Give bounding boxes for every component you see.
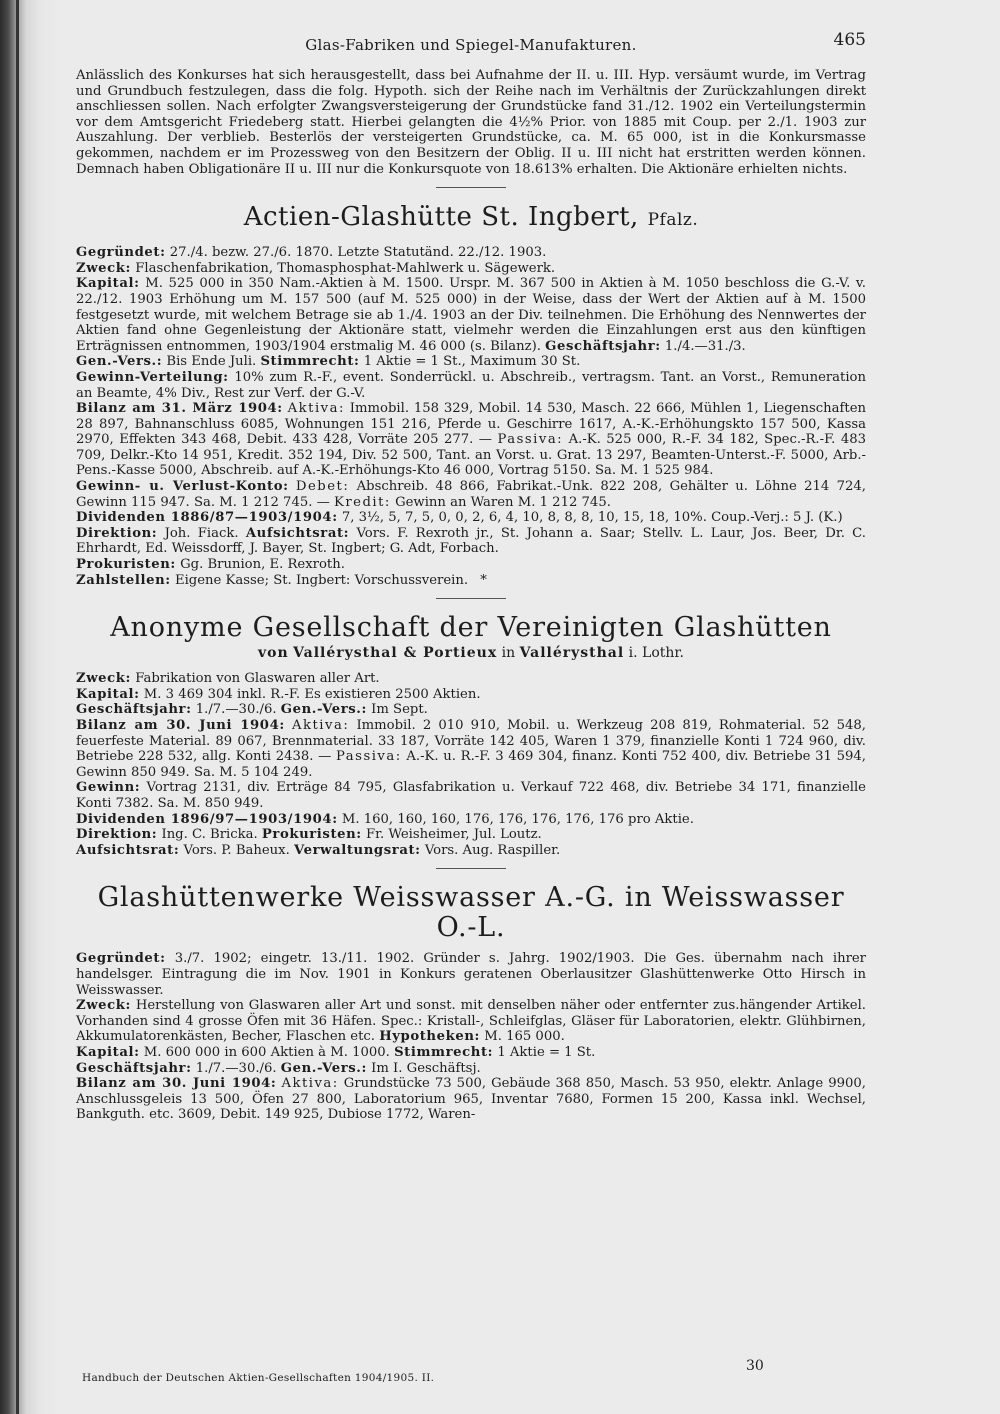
entry-text: Vors. P. Baheux.	[183, 842, 290, 858]
entry-label: Geschäftsjahr:	[76, 702, 192, 718]
entry-dividenden	[76, 812, 866, 828]
sub-region: i. Lothr.	[628, 645, 685, 662]
entry-zahlstellen	[76, 573, 866, 589]
entry-text-2: M. 165 000.	[484, 1029, 565, 1045]
entry-label: Zahlstellen:	[76, 572, 171, 588]
entry-keyword-aktiva: Aktiva:	[287, 401, 345, 417]
company-heading-weisswasser: Glashüttenwerke Weisswasser A.-G. in Weisswasser O.-L.	[97, 882, 845, 944]
entry-label: Gewinn-Verteilung:	[76, 369, 229, 385]
entry-text: Fabrikation von Glaswaren aller Art.	[135, 671, 380, 687]
entry-text: Eigene Kasse; St. Ingbert: Vorschussverein.	[174, 572, 469, 588]
entry-bilanz	[76, 718, 866, 780]
entry-text-2: 1 Aktie = 1 St., Maximum 30 St.	[363, 354, 581, 370]
entry-label: Kapital:	[76, 1044, 140, 1060]
footer-signature: 30	[746, 1358, 764, 1374]
entry-label: Aufsichtsrat:	[76, 842, 180, 858]
entry-label-2: Gen.-Vers.:	[280, 702, 367, 718]
entry-label: Zweck:	[76, 671, 132, 687]
entry-label: Gewinn:	[76, 780, 141, 796]
entry-text: Immobil. 2 010 910, Mobil. u. Werkzeug 208 819, Rohmaterial. 52 548, feuerfeste Material. 89 067, Brennmaterial. 33 187, Vorräte 142 405, Waren 1 379, finanzielle Konti 1 724 960, div. Betriebe 228 532, allg. Konti 2438. —	[76, 718, 866, 765]
entry-text-2: A.-K. u. R.-F. 3 469 304, finanz. Konti 752 400, div. Betriebe 31 594, Gewinn 850 949. Sa. M. 5 104 249.	[76, 749, 866, 780]
entry-label-2: Aufsichtsrat:	[245, 525, 350, 541]
entry-label-2: Stimmrecht:	[260, 354, 360, 370]
company-region: Pfalz.	[647, 210, 699, 231]
entry-keyword-aktiva: Aktiva:	[291, 718, 350, 733]
entry-text-2: 1 Aktie = 1 St.	[497, 1044, 596, 1060]
entry-geschaeftsjahr	[76, 702, 866, 718]
entry-text: Bis Ende Juli.	[166, 354, 257, 370]
entry-aufsichtsrat	[76, 843, 866, 859]
entry-text: 1./7.—30./6.	[195, 702, 277, 718]
entry-keyword-passiva: Passiva:	[497, 432, 564, 448]
entry-gewinn	[76, 780, 866, 811]
entry-label-2: Prokuristen:	[261, 827, 362, 843]
entry-label: Direktion:	[76, 827, 158, 843]
sub-name2: Vallérysthal	[519, 645, 625, 662]
entry-keyword-debet: Debet:	[295, 479, 350, 495]
entry-kapital	[76, 276, 866, 354]
entry-text: 27./4. bezw. 27./6. 1870. Letzte Statutänd. 22./12. 1903.	[169, 245, 547, 261]
entry-text-2: Im I. Geschäftsj.	[371, 1060, 481, 1076]
entry-label: Direktion:	[76, 525, 158, 541]
entry-text: Grundstücke 73 500, Gebäude 368 850, Masch. 53 950, elektr. Anlage 9900, Anschlussgeleis 13 500, Öfen 27 800, Laboratorium 965, Inventar 7680, Formen 15 200, Kassa inkl. Wechsel, Bankguth. etc. 3609, Debit. 149 925, Dubiose 1772, Waren-	[76, 1076, 866, 1123]
entry-text-2: 1./4.—31./3.	[664, 338, 746, 354]
entry-text-2: Vors. Aug. Raspiller.	[424, 842, 561, 858]
entry-label: Prokuristen:	[76, 557, 176, 573]
entry-label: Gegründet:	[76, 245, 166, 261]
entry-gewinn-verteilung	[76, 370, 866, 401]
entry-text-2: Im Sept.	[371, 702, 428, 718]
separator-rule	[436, 187, 506, 188]
entry-label: Gewinn- u. Verlust-Konto:	[76, 479, 289, 495]
entry-zweck	[76, 671, 866, 687]
entry-label-2: Stimmrecht:	[394, 1044, 494, 1060]
entry-label: Zweck:	[76, 260, 132, 276]
company-name: Actien-Glashütte St. Ingbert,	[243, 202, 639, 233]
entry-kapital	[76, 687, 866, 703]
page	[76, 28, 866, 1398]
book-binding-shadow	[0, 0, 58, 1414]
entry-text-2: A.-K. 525 000, R.-F. 34 182, Spec.-R.-F. 483 709, Delkr.-Kto 14 951, Kredit. 352 194, Div. 52 500, Tant. an Vorst. u. Grat. 13 297, Beamten-Unterst.-F. 5000, Arb.-Pens.-Kasse 5000, Abschreib. auf A.-K.-Erhöhungs-Kto 46 000, Vortrag 5150. Sa. M. 1 525 984.	[76, 432, 867, 479]
entry-prokuristen	[76, 557, 866, 573]
entry-text: 1./7.—30./6.	[195, 1060, 277, 1076]
entry-text: Abschreib. 48 866, Fabrikat.-Unk. 822 208, Gehälter u. Löhne 214 724, Gewinn 115 947. Sa. M. 1 212 745. —	[76, 479, 866, 510]
entry-kapital	[76, 1045, 866, 1061]
entry-text: Immobil. 158 329, Mobil. 14 530, Masch. 22 666, Mühlen 1, Liegenschaften 28 897, Bahnanschluss 6085, Wohnungen 151 216, Pferde u. Geschirre 1617, A.-K.-Erhöhungskto 157 500, Kassa 2970, Effekten 343 468, Debit. 433 428, Vorräte 205 277. —	[76, 401, 866, 448]
entry-label: Geschäftsjahr:	[76, 1060, 192, 1076]
company-entries-st-ingbert	[76, 245, 866, 588]
entry-label: Kapital:	[76, 276, 140, 292]
entry-label-2: Verwaltungsrat:	[294, 842, 421, 858]
entry-direktion	[76, 526, 866, 557]
entry-gegruendet	[76, 245, 866, 261]
entry-text: M. 160, 160, 160, 176, 176, 176, 176, 176 pro Aktie.	[341, 811, 694, 827]
entry-text: Joh. Fiack.	[164, 525, 239, 541]
entry-geschaeftsjahr	[76, 1061, 866, 1077]
entry-text: Gg. Brunion, E. Rexroth.	[180, 557, 345, 573]
entry-label: Gen.-Vers.:	[76, 354, 163, 370]
binding-edge	[16, 0, 19, 1414]
entry-label: Kapital:	[76, 686, 140, 702]
entry-text: 10% zum R.-F., event. Sonderrückl. u. Abschreib., vertragsm. Tant. an Vorst., Remuneration an Beamte, 4% Div., Rest zur Verf. der G.-V.	[76, 369, 866, 401]
entry-label: Dividenden 1886/87—1903/1904:	[76, 510, 338, 526]
entry-label-2: Hypotheken:	[379, 1029, 480, 1045]
entry-label: Dividenden 1896/97—1903/1904:	[76, 811, 338, 827]
entry-text-2: Fr. Weisheimer, Jul. Loutz.	[365, 827, 542, 843]
entry-gegruendet	[76, 951, 866, 998]
entry-text: M. 525 000 in 350 Nam.-Aktien à M. 1500. Urspr. M. 367 500 in Aktien à M. 1050 beschloss die G.-V. v. 22./12. 1903 Erhöhung um M. 157 500 (auf M. 525 000) in der Weise, dass der Wert der Aktien auf à M. 1500 festgesetzt wurde, mit welchem Betrage sie ab 1./4. 1903 an der Div. teilnehmen. Die Erhöhung des Nennwertes der Aktien fand ohne Gegenleistung der Aktionäre statt, vielmehr werden die Einzahlungen erst aus den künftigen Erträgnissen entnommen, 1903/1904 erstmalig M. 46 000 (s. Bilanz).	[76, 276, 867, 354]
entry-text: 3./7. 1902; eingetr. 13./11. 1902. Gründer s. Jahrg. 1902/1903. Die Ges. übernahm nach ihrer handelsger. Eintragung die im Nov. 1901 in Konkurs geratenen Oberlausitzer Glashüttenwerke Otto Hirsch in Weisswasser.	[76, 951, 866, 998]
footnote-mark: *	[480, 572, 487, 588]
company-heading-st-ingbert	[76, 202, 866, 235]
entry-dividenden	[76, 510, 866, 526]
entry-label: Bilanz am 30. Juni 1904:	[76, 718, 285, 733]
running-head	[76, 28, 866, 68]
page-header-title: Glas-Fabriken und Spiegel-Manufakturen.	[305, 36, 637, 54]
page-number: 465	[833, 30, 866, 50]
entry-text: M. 3 469 304 inkl. R.-F. Es existieren 2500 Aktien.	[143, 686, 481, 702]
entry-zweck	[76, 998, 866, 1045]
entry-text: Vortrag 2131, div. Erträge 84 795, Glasfabrikation u. Verkauf 722 468, div. Betriebe 34 171, finanzielle Konti 7382. Sa. M. 850 949.	[76, 780, 866, 811]
entry-gen-vers	[76, 354, 866, 370]
entry-text: Ing. C. Bricka.	[161, 827, 258, 843]
entry-keyword-passiva: Passiva:	[336, 749, 402, 765]
sub-von: von	[257, 645, 289, 662]
company-subheading	[76, 645, 866, 661]
entry-bilanz	[76, 401, 866, 479]
footer-publication: Handbuch der Deutschen Aktien-Gesellschaften 1904/1905. II.	[82, 1372, 435, 1384]
sub-name1: Vallérysthal & Portieux	[293, 645, 498, 662]
entry-label-2: Geschäftsjahr:	[545, 338, 661, 354]
entry-text: Herstellung von Glaswaren aller Art und sonst. mit denselben näher oder entfernter zus.hängender Artikel. Vorhanden sind 4 grosse Öfen mit 36 Häfen. Spec.: Kristall-, Schleifglas, Gläser für Laboratorien, elektr. Glühbirnen, Akkumulatorenkästen, Becher, Flaschen etc.	[76, 998, 866, 1045]
entry-text: M. 600 000 in 600 Aktien à M. 1000.	[143, 1044, 390, 1060]
separator-rule	[436, 598, 506, 599]
company-entries-weisswasser	[76, 951, 866, 1123]
entry-label: Gegründet:	[76, 951, 166, 967]
company-heading-vallerysthal: Anonyme Gesellschaft der Vereinigten Glashütten	[110, 612, 832, 644]
entry-label: Bilanz am 30. Juni 1904:	[76, 1076, 277, 1092]
entry-label-2: Gen.-Vers.:	[280, 1060, 367, 1076]
entry-text: 7, 3½, 5, 7, 5, 0, 0, 2, 6, 4, 10, 8, 8, 8, 10, 15, 18, 10%. Coup.-Verj.: 5 J. (K.)	[341, 510, 843, 526]
entry-label: Zweck:	[76, 998, 132, 1014]
entry-label: Bilanz am 31. März 1904:	[76, 401, 283, 417]
entry-keyword-aktiva: Aktiva:	[281, 1076, 339, 1092]
sub-in: in	[501, 645, 516, 662]
entry-text-2: Vors. F. Rexroth jr., St. Johann a. Saar; Stellv. L. Laur, Jos. Beer, Dr. C. Ehrhardt, Ed. Weissdorff, J. Bayer, St. Ingbert; G. Adt, Forbach.	[76, 525, 866, 557]
entry-text-2: Gewinn an Waren M. 1 212 745.	[395, 494, 611, 510]
page-footer	[76, 1358, 866, 1398]
intro-paragraph: Anlässlich des Konkurses hat sich herausgestellt, dass bei Aufnahme der II. u. III. Hyp. versäumt wurde, im Vertrag und Grundbuch festzulegen, dass die folg. Hypoth. sich der Reihe nach im Verhältnis der Zurückzahlungen direkt anschliessen sollen. Nach erfolgter Zwangsversteigerung der Grundstücke fand 31./12. 1902 ein Verteilungstermin vor dem Amtsgericht Friedeberg statt. Hierbei gelangten die 4½% Prior. von 1885 mit Coup. per 2./1. 1903 zur Auszahlung. Der verblieb. Besterlös der versteigerten Grundstücke, ca. M. 65 000, ist in die Konkursmasse gekommen, nachdem er im Prozessweg von den Besitzern der Oblig. II u. III nicht hat erstritten werden können. Demnach haben Obligationäre II u. III nur die Konkursquote von 18.613% erhalten. Die Aktionäre erhielten nichts.	[76, 68, 866, 177]
entry-zweck	[76, 261, 866, 277]
separator-rule	[436, 868, 506, 869]
entry-bilanz	[76, 1076, 866, 1123]
company-entries-vallerysthal	[76, 671, 866, 858]
entry-keyword-kredit: Kredit:	[334, 494, 391, 510]
entry-direktion	[76, 827, 866, 843]
entry-gewinn-verlust	[76, 479, 866, 510]
entry-text: Flaschenfabrikation, Thomasphosphat-Mahlwerk u. Sägewerk.	[135, 260, 556, 276]
